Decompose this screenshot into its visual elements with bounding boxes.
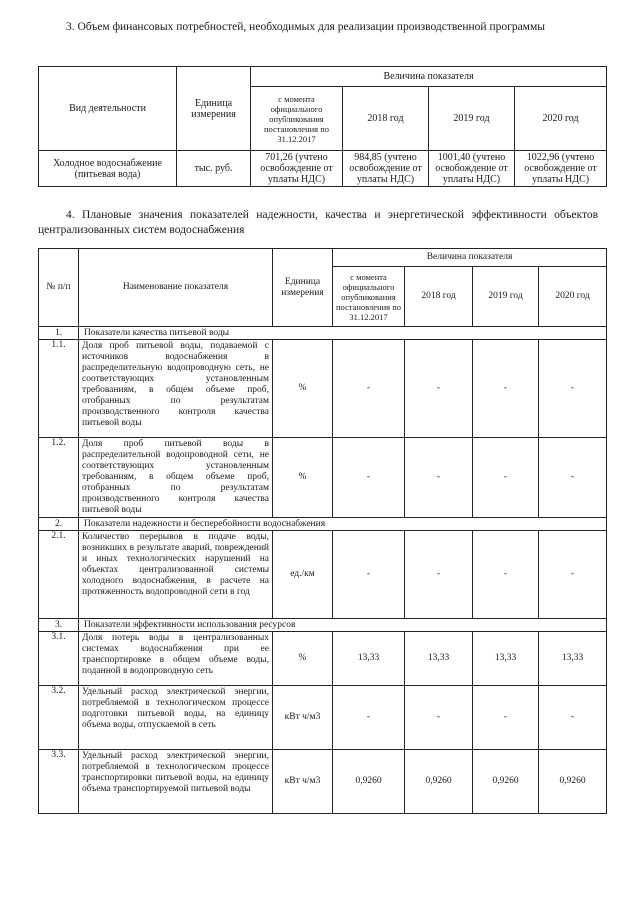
value-cell: - (539, 438, 607, 518)
value-cell: - (473, 531, 539, 619)
col-header-name: Наименование показателя (79, 249, 273, 327)
value-cell: - (539, 686, 607, 750)
activity-cell: Холодное водоснабжение (питьевая вода) (39, 151, 177, 187)
table-row (39, 340, 607, 438)
col-header-value-group: Величина показателя (251, 67, 607, 87)
indicator-name: Удельный расход электрической энергии, потребляемой в технологическом процессе подготовки питьевой воды, на единицу объема воды, отпускаемой в сеть (79, 686, 273, 750)
value-cell: - (333, 340, 405, 438)
unit-cell: кВт ч/м3 (273, 750, 333, 814)
section-number: 1. (39, 327, 79, 340)
indicator-name: Доля потерь воды в централизованных системах водоснабжения при ее транспортировке в общем объеме воды, поданной в водопроводную сеть (79, 632, 273, 686)
value-cell: - (539, 531, 607, 619)
unit-cell: % (273, 438, 333, 518)
indicator-name: Доля проб питьевой воды, подаваемой с источников водоснабжения в распределительную водопроводную сеть, не соответствующих установленным требованиям, в общем объеме проб, отобранных по результатам производственного контроля качества питьевой воды (79, 340, 273, 438)
value-cell: 13,33 (333, 632, 405, 686)
section4-heading: 4. Плановые значения показателей надежности, качества и энергетической эффективности объектов централизованных систем водоснабжения (38, 209, 598, 236)
value-cell: 701,26 (учтено освобождение от уплаты НДС) (251, 151, 343, 187)
value-cell: 0,9260 (405, 750, 473, 814)
value-cell: 984,85 (учтено освобождение от уплаты НДС) (343, 151, 429, 187)
indicator-name: Доля проб питьевой воды в распределительной водопроводной сети, не соответствующих установленным требованиям, в общем объеме проб, отобранных по результатам производственного контроля качества питьевой воды (79, 438, 273, 518)
value-cell: - (473, 438, 539, 518)
section-title: Показатели эффективности использования ресурсов (79, 619, 607, 632)
value-cell: - (473, 686, 539, 750)
value-cell: 1001,40 (учтено освобождение от уплаты НДС) (429, 151, 515, 187)
unit-cell: ед./км (273, 531, 333, 619)
table-row (39, 438, 607, 518)
row-number: 1.2. (39, 438, 79, 518)
value-cell: - (405, 438, 473, 518)
section-row (39, 619, 607, 632)
col-header-period: 2018 год (343, 87, 429, 151)
col-header-value-group: Величина показателя (333, 249, 607, 267)
section-number: 2. (39, 518, 79, 531)
value-cell: 13,33 (405, 632, 473, 686)
col-header-period: 2020 год (515, 87, 607, 151)
unit-cell: тыс. руб. (177, 151, 251, 187)
financial-needs-table (38, 66, 607, 187)
value-cell: 1022,96 (учтено освобождение от уплаты НДС) (515, 151, 607, 187)
unit-cell: % (273, 632, 333, 686)
section-row (39, 327, 607, 340)
col-header-period: 2019 год (473, 267, 539, 327)
indicator-name: Количество перерывов в подаче воды, возникших в результате аварий, повреждений и иных технологических нарушений на объектах централизованной системы холодного водоснабжения, в расчете на протяженность водопроводной сети в год (79, 531, 273, 619)
section-row (39, 518, 607, 531)
indicator-name: Удельный расход электрической энергии, потребляемой в технологическом процессе транспортировки питьевой воды, на единицу объема транспортируемой питьевой воды (79, 750, 273, 814)
col-header-period: 2020 год (539, 267, 607, 327)
value-cell: - (333, 438, 405, 518)
row-number: 3.1. (39, 632, 79, 686)
section-title: Показатели качества питьевой воды (79, 327, 607, 340)
section-number: 3. (39, 619, 79, 632)
row-number: 1.1. (39, 340, 79, 438)
col-header-period: с момента официального опубликования постановления по 31.12.2017 (251, 87, 343, 151)
section3-heading: 3. Объем финансовых потребностей, необходимых для реализации производственной программы (66, 21, 545, 33)
value-cell: - (405, 531, 473, 619)
value-cell: - (539, 340, 607, 438)
col-header-period: 2018 год (405, 267, 473, 327)
col-header-unit: Единица измерения (273, 249, 333, 327)
row-number: 2.1. (39, 531, 79, 619)
col-header-period: с момента официального опубликования постановления по 31.12.2017 (333, 267, 405, 327)
table-row (39, 750, 607, 814)
table-row (39, 531, 607, 619)
indicators-table (38, 248, 607, 814)
table-row (39, 686, 607, 750)
col-header-period: 2019 год (429, 87, 515, 151)
unit-cell: % (273, 340, 333, 438)
col-header-activity: Вид деятельности (39, 67, 177, 151)
value-cell: - (333, 531, 405, 619)
section-title: Показатели надежности и бесперебойности водоснабжения (79, 518, 607, 531)
col-header-num: № п/п (39, 249, 79, 327)
value-cell: - (473, 340, 539, 438)
table-row (39, 151, 607, 187)
row-number: 3.3. (39, 750, 79, 814)
value-cell: 13,33 (539, 632, 607, 686)
value-cell: 0,9260 (333, 750, 405, 814)
row-number: 3.2. (39, 686, 79, 750)
value-cell: - (333, 686, 405, 750)
value-cell: 0,9260 (473, 750, 539, 814)
value-cell: 0,9260 (539, 750, 607, 814)
value-cell: 13,33 (473, 632, 539, 686)
table-row (39, 632, 607, 686)
value-cell: - (405, 340, 473, 438)
unit-cell: кВт ч/м3 (273, 686, 333, 750)
col-header-unit: Единица измерения (177, 67, 251, 151)
value-cell: - (405, 686, 473, 750)
